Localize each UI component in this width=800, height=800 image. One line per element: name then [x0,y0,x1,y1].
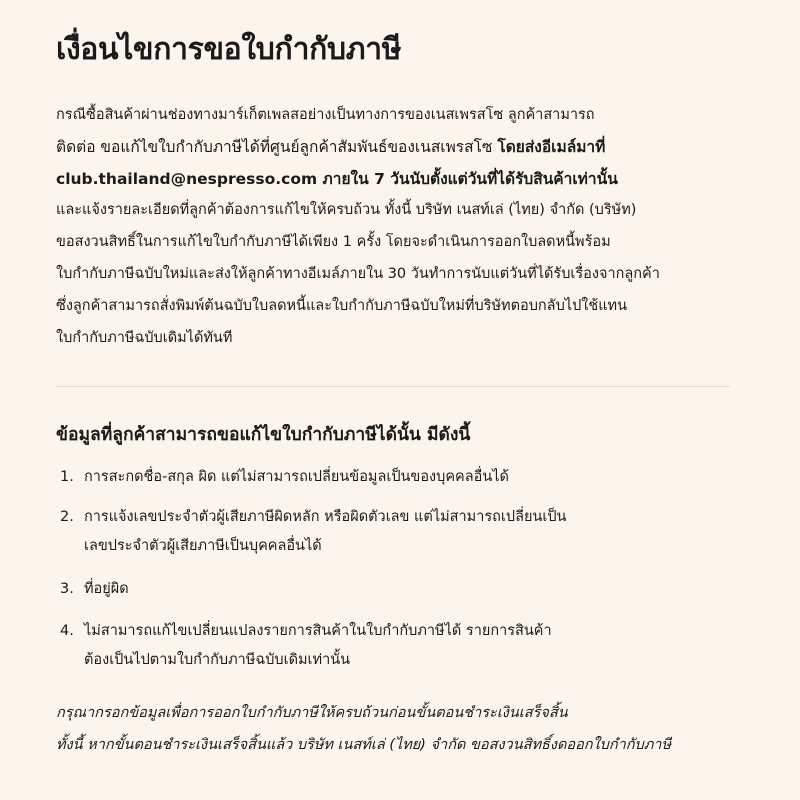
intro-line-1: กรณีซื้อสินค้าผ่านช่องทางมาร์เก็ตเพลสอย่างเป็นทางการของเนสเพรสโซ ลูกค้าสามารถ [56,107,595,123]
page-title: เงื่อนไขการขอใบกำกับภาษี [56,32,402,67]
list-item [60,575,129,604]
note-line-1: กรุณากรอกข้อมูลเพื่อการออกใบกำกับภาษีให้ครบถ้วนก่อนขั้นตอนชำระเงินเสร็จสิ้น [56,705,568,721]
intro-line-2-bold: โดยส่งอีเมล์มาที่ [497,137,606,156]
list-item-number: 2. [60,509,74,525]
intro-line-2-regular: ติดต่อ ขอแก้ไขใบกำกับภาษีได้ที่ศูนย์ลูกค้าสัมพันธ์ของเนสเพรสโซ [56,137,498,156]
list-item-text: ที่อยู่ผิด [84,581,129,597]
list-item [60,503,566,561]
list-item-text: การสะกดชื่อ-สกุล ผิด แต่ไม่สามารถเปลี่ยนข้อมูลเป็นของบุคคลอื่นได้ [84,469,509,485]
note-line-2: ทั้งนี้ หากขั้นตอนชำระเงินเสร็จสิ้นแล้ว บริษัท เนสท์เล่ (ไทย) จำกัด ขอสงวนสิทธิ์งดออกใบกำกับภาษี [56,737,672,753]
list-item [60,617,552,675]
list-item-text: การแจ้งเลขประจำตัวผู้เสียภาษีผิดหลัก หรือผิดตัวเลข แต่ไม่สามารถเปลี่ยนเป็น [84,509,567,525]
list-item-text-continued: เลขประจำตัวผู้เสียภาษีเป็นบุคคลอื่นได้ [84,538,322,554]
intro-line-8: ใบกำกับภาษีฉบับเดิมได้ทันที [56,329,233,346]
tax-invoice-conditions-page [56,0,746,800]
intro-line-7: ซึ่งลูกค้าสามารถสั่งพิมพ์ต้นฉบับใบลดหนี้และใบกำกับภาษีฉบับใหม่ที่บริษัทตอบกลับไปใช้แทน [56,297,628,314]
editable-info-list [56,0,746,800]
list-item-number: 3. [60,581,74,597]
intro-line-4: และแจ้งรายละเอียดที่ลูกค้าต้องการแก้ไขให้ครบถ้วน ทั้งนี้ บริษัท เนสท์เล่ (ไทย) จำกัด (บริษัท) [56,202,637,219]
intro-line-6: ใบกำกับภาษีฉบับใหม่และส่งให้ลูกค้าทางอีเมล์ภายใน 30 วันทำการนับแต่วันที่ได้รับเรื่องจากลูกค้า [56,265,660,282]
list-item-text-continued: ต้องเป็นไปตามใบกำกับภาษีฉบับเดิมเท่านั้น [84,652,351,668]
section-title: ข้อมูลที่ลูกค้าสามารถขอแก้ไขใบกำกับภาษีได้นั้น มีดังนี้ [56,425,471,445]
intro-line-3-email-deadline: club.thailand@nespresso.com ภายใน 7 วันนับตั้งแต่วันที่ได้รับสินค้าเท่านั้น [56,169,618,188]
italic-note [56,697,671,761]
list-item-number: 1. [60,469,74,485]
list-item-number: 4. [60,623,74,639]
list-item [60,463,509,492]
list-item-text: ไม่สามารถแก้ไขเปลี่ยนแปลงรายการสินค้าในใบกำกับภาษีได้ รายการสินค้า [84,623,552,639]
intro-line-5: ขอสงวนสิทธิ์ในการแก้ไขใบกำกับภาษีได้เพียง 1 ครั้ง โดยจะดำเนินการออกใบลดหนี้พร้อม [56,234,611,251]
